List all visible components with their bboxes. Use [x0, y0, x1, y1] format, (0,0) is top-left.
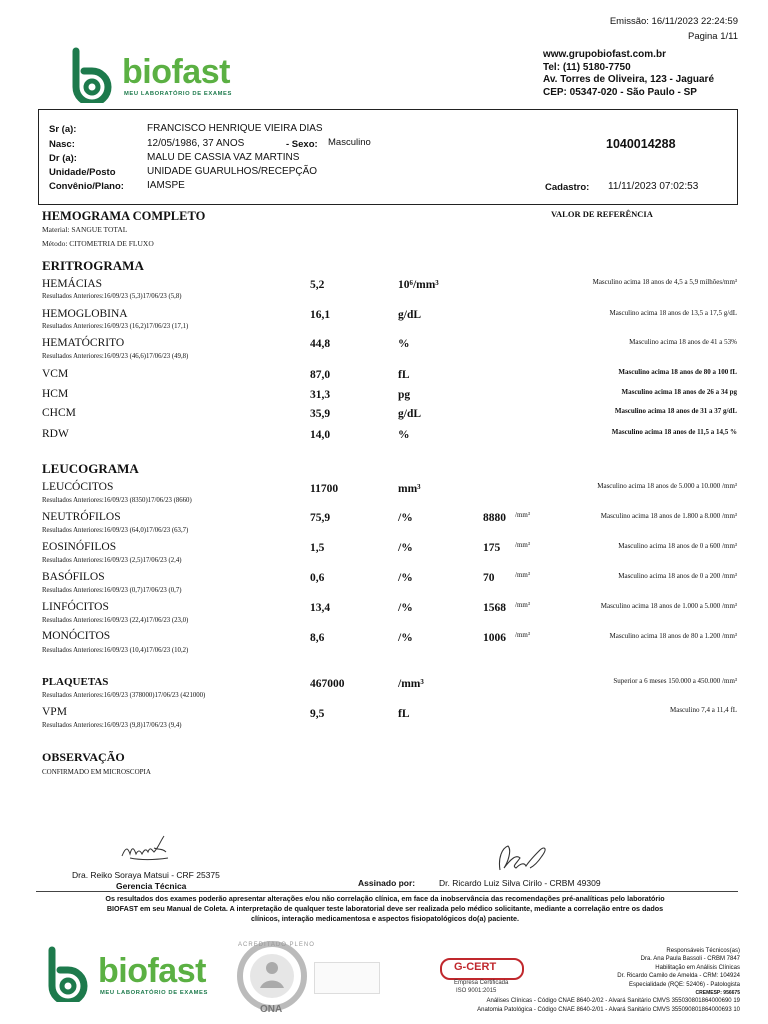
footer-line: Anatomia Patológica - Código CNAE 8640-2/01 - Alvará Sanitário CMVS 355090801864000693 10 — [477, 1006, 740, 1013]
disclaimer — [60, 894, 710, 924]
biofast-logo-footer — [44, 946, 224, 1002]
page-number: Pagina 1/11 — [687, 31, 738, 42]
gcert-subtitle: Empresa Certificada — [454, 980, 509, 986]
footer-divider — [36, 891, 738, 892]
gcert-iso: ISO 9001:2015 — [456, 988, 497, 994]
result-value: 35,9 — [310, 408, 331, 420]
observation-title: OBSERVAÇÃO — [42, 750, 125, 764]
cadastro-label: Cadastro: — [545, 182, 590, 193]
header-meta — [610, 14, 738, 44]
result-value: 87,0 — [310, 369, 331, 381]
footer-line: Análises Clínicas - Código CNAE 8640-2/02 - Alvará Sanitário CMVS 355030801864000690 19 — [486, 998, 740, 1005]
sex-value: Masculino — [328, 137, 371, 148]
result-value: 5,2 — [310, 279, 325, 291]
biofast-logo — [68, 47, 248, 103]
exam-method: Método: CITOMETRIA DE FLUXO — [42, 239, 154, 248]
plaquetas-unit: /mm³ — [398, 678, 424, 690]
absolute-value: 1568 — [483, 602, 506, 614]
reference-value: Masculino acima 18 anos de 1.800 a 8.000 /mm³ — [600, 512, 737, 520]
previous-results: Resultados Anteriores:16/09/23 (64,0)17/06/23 (63,7) — [42, 527, 189, 534]
result-value: 0,6 — [310, 572, 325, 584]
result-unit: % — [398, 429, 410, 441]
biofast-logo-icon — [44, 946, 96, 1002]
convenio-label: Convênio/Plano: — [49, 181, 124, 192]
doctor-name: MALU DE CASSIA VAZ MARTINS — [147, 152, 300, 163]
reference-value: Masculino acima 18 anos de 80 a 100 fL — [618, 368, 737, 376]
disclaimer-line: clínicos, interação medicamentosa e aspectos fisiopatológicos do(a) paciente. — [250, 914, 519, 923]
result-value: 16,1 — [310, 309, 331, 321]
exam-material: Material: SANGUE TOTAL — [42, 225, 128, 234]
logo-tagline: MEU LABORATÓRIO DE EXAMES — [124, 91, 232, 97]
exam-name: HEMÁCIAS — [42, 278, 103, 290]
reference-value: Masculino acima 18 anos de 41 a 53% — [629, 338, 737, 346]
website-link[interactable]: www.grupobiofast.com.br — [543, 49, 666, 60]
gcert-name: G-CERT — [454, 961, 497, 973]
result-unit: g/dL — [398, 309, 422, 321]
absolute-value: 1006 — [483, 632, 506, 644]
result-value: 75,9 — [310, 512, 331, 524]
result-unit: fL — [398, 369, 410, 381]
vpm-reference: Masculino 7,4 a 11,4 fL — [669, 706, 737, 714]
result-value: 1,5 — [310, 542, 325, 554]
unidade-label: Unidade/Posto — [49, 167, 116, 178]
right-signer-name: Dr. Ricardo Luiz Silva Cirilo - CRBM 49309 — [439, 878, 601, 888]
result-unit: mm³ — [398, 483, 421, 495]
footer-line: Dr. Ricardo Camilo de Amelda - CRM: 104924 — [617, 973, 740, 980]
unidade-value: UNIDADE GUARULHOS/RECEPÇÃO — [147, 166, 318, 177]
absolute-unit: /mm³ — [515, 631, 530, 639]
previous-results: Resultados Anteriores:16/09/23 (5,3)17/06/23 (5,8) — [42, 293, 182, 300]
plaquetas-previous: Resultados Anteriores:16/09/23 (378000)17/06/23 (421000) — [42, 692, 206, 699]
vpm-name: VPM — [42, 706, 67, 718]
logo-wordmark: biofast — [98, 952, 206, 990]
result-value: 14,0 — [310, 429, 331, 441]
cadastro-value: 11/11/2023 07:02:53 — [608, 181, 699, 192]
footer-line: Responsáveis Técnicos(as) — [666, 948, 740, 954]
result-value: 44,8 — [310, 338, 331, 350]
observation-text: CONFIRMADO EM MICROSCOPIA — [42, 768, 151, 776]
request-code: 1040014288 — [606, 137, 676, 151]
birth-date: 12/05/1986, 37 ANOS — [147, 138, 245, 149]
logo-tagline: MEU LABORATÓRIO DE EXAMES — [100, 990, 208, 996]
exam-name: LINFÓCITOS — [42, 601, 109, 613]
vpm-previous: Resultados Anteriores:16/09/23 (9,8)17/06/23 (9,4) — [42, 722, 182, 729]
sexo-label: - Sexo: — [286, 139, 318, 150]
left-signer-name: Dra. Reiko Soraya Matsui - CRF 25375 — [72, 870, 220, 880]
eritrograma-title: ERITROGRAMA — [42, 258, 144, 273]
footer-line: Dra. Ana Paula Bassoli - CRBM 7847 — [640, 956, 740, 963]
result-unit: pg — [398, 389, 411, 401]
result-value: 8,6 — [310, 632, 325, 644]
contact-info — [543, 49, 714, 99]
signature-right-image — [490, 840, 554, 876]
reference-value: Masculino acima 18 anos de 26 a 34 pg — [621, 388, 737, 396]
result-unit: 10⁶/mm³ — [398, 279, 439, 291]
logo-wordmark: biofast — [122, 53, 230, 91]
result-unit: g/dL — [398, 408, 422, 420]
ona-certificate-block — [314, 962, 380, 994]
reference-value: Masculino acima 18 anos de 11,5 a 14,5 % — [611, 428, 737, 436]
sr-label: Sr (a): — [49, 124, 77, 135]
absolute-unit: /mm³ — [515, 601, 530, 609]
absolute-unit: /mm³ — [515, 511, 530, 519]
leucograma-title: LEUCOGRAMA — [42, 461, 139, 476]
vpm-value: 9,5 — [310, 708, 325, 720]
absolute-unit: /mm³ — [515, 541, 530, 549]
convenio-value: IAMSPE — [147, 180, 185, 191]
patient-info-box — [38, 109, 738, 205]
exam-name: LEUCÓCITOS — [42, 481, 114, 493]
plaquetas-value: 467000 — [310, 678, 345, 690]
ona-label: ONA — [260, 1004, 283, 1015]
patient-name: FRANCISCO HENRIQUE VIEIRA DIAS — [147, 123, 323, 134]
exam-name: CHCM — [42, 407, 76, 419]
result-value: 13,4 — [310, 602, 331, 614]
reference-value: Masculino acima 18 anos de 5.000 a 10.000 /mm³ — [597, 482, 737, 490]
reference-value: Masculino acima 18 anos de 0 a 600 /mm³ — [618, 542, 737, 550]
exam-name: HEMATÓCRITO — [42, 337, 125, 349]
previous-results: Resultados Anteriores:16/09/23 (10,4)17/06/23 (10,2) — [42, 647, 189, 654]
disclaimer-line: Os resultados dos exames poderão apresentar alterações e/ou não correlação clínica, em face da inobservância das recomendações pré-analíticas pelo laboratório — [105, 894, 665, 903]
exam-name: MONÓCITOS — [42, 630, 111, 642]
biofast-logo-icon — [68, 47, 120, 103]
previous-results: Resultados Anteriores:16/09/23 (8350)17/06/23 (8660) — [42, 497, 192, 504]
footer-line: Habilitação em Análisis Clínicas — [655, 964, 740, 971]
result-unit: /% — [398, 542, 413, 554]
signature-left-image — [118, 828, 180, 866]
exam-name: BASÓFILOS — [42, 571, 105, 583]
vpm-unit: fL — [398, 708, 410, 720]
result-unit: /% — [398, 602, 413, 614]
signed-by-label: Assinado por: — [358, 878, 416, 888]
emission-date: Emissão: 16/11/2023 22:24:59 — [609, 16, 738, 27]
dr-label: Dr (a): — [49, 153, 77, 164]
exam-name: HEMOGLOBINA — [42, 308, 128, 320]
disclaimer-line: BIOFAST em seu Manual de Coleta. A interpretação de qualquer teste laboratorial deve ser realizada pelo médico solicitante, mediante a correlação entre os dados — [106, 904, 664, 913]
previous-results: Resultados Anteriores:16/09/23 (0,7)17/06/23 (0,7) — [42, 587, 182, 594]
plaquetas-reference: Superior a 6 meses 150.000 a 450.000 /mm³ — [613, 677, 737, 685]
address: Av. Torres de Oliveira, 123 - Jaguaré — [543, 74, 715, 85]
reference-value: Masculino acima 18 anos de 4,5 a 5,9 milhões/mm³ — [592, 278, 737, 286]
exam-name: EOSINÓFILOS — [42, 541, 117, 553]
nasc-label: Nasc: — [49, 139, 75, 150]
result-value: 11700 — [310, 483, 339, 495]
cep: CEP: 05347-020 - São Paulo - SP — [543, 86, 697, 98]
previous-results: Resultados Anteriores:16/09/23 (46,6)17/06/23 (49,8) — [42, 353, 189, 360]
footer-responsaveis — [477, 947, 740, 1014]
plaquetas-name: PLAQUETAS — [42, 676, 109, 688]
absolute-value: 175 — [483, 542, 501, 554]
previous-results: Resultados Anteriores:16/09/23 (16,2)17/06/23 (17,1) — [42, 323, 189, 330]
phone: Tel: (11) 5180-7750 — [543, 61, 631, 73]
footer-line: CREMESP: 956675 — [695, 990, 740, 997]
previous-results: Resultados Anteriores:16/09/23 (2,5)17/06/23 (2,4) — [42, 557, 182, 564]
result-unit: /% — [398, 632, 413, 644]
result-unit: /% — [398, 512, 413, 524]
exam-name: NEUTRÓFILOS — [42, 511, 121, 523]
left-signer-role: Gerencia Técnica — [116, 881, 187, 891]
exam-name: RDW — [42, 428, 69, 440]
ona-accreditation-seal — [232, 940, 382, 1016]
exam-title: HEMOGRAMA COMPLETO — [42, 209, 206, 223]
previous-results: Resultados Anteriores:16/09/23 (22,4)17/06/23 (23,0) — [42, 617, 189, 624]
reference-value: Masculino acima 18 anos de 80 a 1.200 /mm³ — [609, 632, 737, 640]
footer-line: Especialidade (RQE: 52406) - Patologista — [628, 981, 740, 988]
exam-name: VCM — [42, 368, 69, 380]
exam-name: HCM — [42, 388, 69, 400]
reference-value: Masculino acima 18 anos de 31 a 37 g/dL — [614, 407, 737, 415]
absolute-value: 70 — [483, 572, 495, 584]
result-unit: % — [398, 338, 410, 350]
absolute-unit: /mm³ — [515, 571, 530, 579]
result-unit: /% — [398, 572, 413, 584]
reference-value: Masculino acima 18 anos de 13,5 a 17,5 g/dL — [609, 309, 737, 317]
absolute-value: 8880 — [483, 512, 506, 524]
result-value: 31,3 — [310, 389, 331, 401]
reference-header: VALOR DE REFERÊNCIA — [551, 209, 653, 219]
reference-value: Masculino acima 18 anos de 1.000 a 5.000 /mm³ — [600, 602, 737, 610]
reference-value: Masculino acima 18 anos de 0 a 200 /mm³ — [618, 572, 737, 580]
ona-seal-text: ACREDITADO PLENO — [238, 942, 315, 948]
